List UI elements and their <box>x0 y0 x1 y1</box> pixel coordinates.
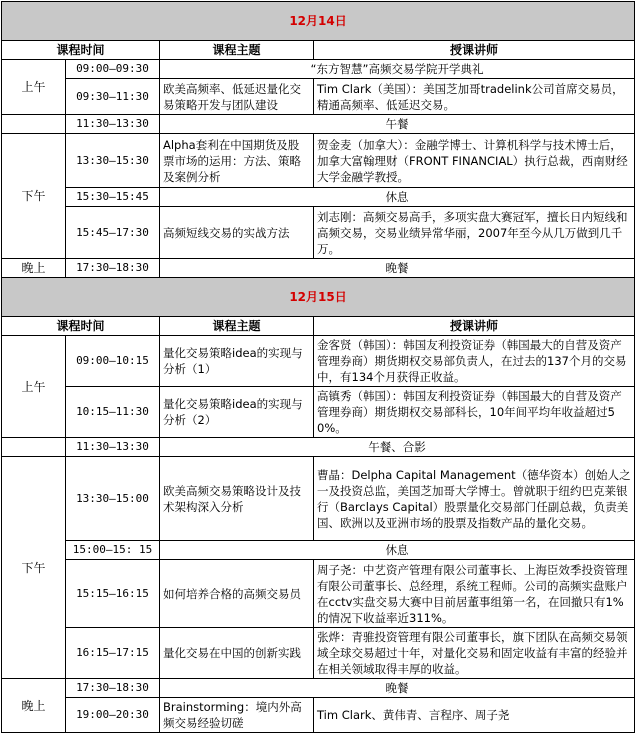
session-time: 09:00—10:15 <box>66 336 160 387</box>
column-header-row <box>2 317 635 336</box>
session-time: 11:30—13:30 <box>66 115 160 134</box>
schedule-row <box>2 679 635 698</box>
session-topic: 欧美高频率、低延迟量化交易策略开发与团队建设 <box>160 79 314 115</box>
session-time: 13:30—15:30 <box>66 134 160 188</box>
session-time: 09:30—11:30 <box>66 79 160 115</box>
schedule-row <box>2 259 635 278</box>
session-note: 午餐、合影 <box>160 438 635 457</box>
session-time: 09:00—09:30 <box>66 60 160 79</box>
period-label <box>2 115 66 134</box>
period-label: 上午 <box>2 60 66 115</box>
date-row <box>2 2 635 41</box>
session-time: 15:15—16:15 <box>66 560 160 628</box>
session-time: 15:45—17:30 <box>66 207 160 259</box>
session-note: 午餐 <box>160 115 635 134</box>
session-topic: Brainstorming：境内外高频交易经验切磋 <box>160 698 314 733</box>
session-topic: 量化交易在中国的创新实践 <box>160 628 314 679</box>
period-label: 下午 <box>2 457 66 679</box>
session-topic: Alpha套利在中国期货及股票市场的运用：方法、策略及案例分析 <box>160 134 314 188</box>
session-speaker: 曹晶：Delpha Capital Management（德华资本）创始人之一及投资总监，美国芝加哥大学博士。曾就职于纽约巴克莱银行（Barclays Capital）股票量化交易部门任副总裁，负责美国、欧洲以及亚洲市场的股票及指数产品的量化交易。 <box>314 457 635 541</box>
schedule-table <box>1 1 635 733</box>
session-time: 13:30—15:00 <box>66 457 160 541</box>
date-row <box>2 278 635 317</box>
session-topic: 如何培养合格的高频交易员 <box>160 560 314 628</box>
schedule-row <box>2 79 635 115</box>
session-time: 16:15—17:15 <box>66 628 160 679</box>
header-time: 课程时间 <box>2 41 160 60</box>
session-topic: 欧美高频交易策略设计及技术架构深入分析 <box>160 457 314 541</box>
header-speaker: 授课讲师 <box>314 317 635 336</box>
session-time: 17:30—18:30 <box>66 679 160 698</box>
session-speaker: 刘志刚：高频交易高手，多项实盘大赛冠军，擅长日内短线和高频交易，交易业绩异常华丽，2007年至今从几万做到几千万。 <box>314 207 635 259</box>
session-time: 19:00—20:30 <box>66 698 160 733</box>
header-speaker: 授课讲师 <box>314 41 635 60</box>
session-time: 10:15—11:30 <box>66 387 160 438</box>
header-time: 课程时间 <box>2 317 160 336</box>
session-note: 晚餐 <box>160 259 635 278</box>
schedule-row <box>2 207 635 259</box>
session-time: 15:00—15: 15 <box>66 541 160 560</box>
date-heading: 12月15日 <box>2 278 635 317</box>
session-note: 晚餐 <box>160 679 635 698</box>
session-note: “东方智慧”高频交易学院开学典礼 <box>160 60 635 79</box>
header-topic: 课程主题 <box>160 317 314 336</box>
period-label <box>2 438 66 457</box>
schedule-row <box>2 387 635 438</box>
session-speaker: 金客贤（韩国）：韩国友利投资证券（韩国最大的自营及资产管理券商）期货期权交易部负责人，在过去的137个月的交易中，有134个月获得正收益。 <box>314 336 635 387</box>
period-label: 上午 <box>2 336 66 438</box>
date-heading: 12月14日 <box>2 2 635 41</box>
schedule-row <box>2 115 635 134</box>
schedule-row <box>2 457 635 541</box>
schedule-row <box>2 560 635 628</box>
session-topic: 高频短线交易的实战方法 <box>160 207 314 259</box>
session-speaker: Tim Clark（美国）：美国芝加哥tradelink公司首席交易员，精通高频率、低延迟交易。 <box>314 79 635 115</box>
schedule-row <box>2 188 635 207</box>
schedule-row <box>2 438 635 457</box>
schedule-row <box>2 698 635 733</box>
session-speaker: Tim Clark、黄伟青、言程序、周子尧 <box>314 698 635 733</box>
schedule-row <box>2 336 635 387</box>
session-time: 11:30—13:30 <box>66 438 160 457</box>
session-topic: 量化交易策略idea的实现与分析（1） <box>160 336 314 387</box>
session-time: 17:30—18:30 <box>66 259 160 278</box>
header-topic: 课程主题 <box>160 41 314 60</box>
session-speaker: 贺金麦（加拿大）：金融学博士、计算机科学与技术博士后，加拿大富翰理财（FRONT FINANCIAL）执行总裁，西南财经大学金融学教授。 <box>314 134 635 188</box>
session-topic: 量化交易策略idea的实现与分析（2） <box>160 387 314 438</box>
period-label: 晚上 <box>2 259 66 278</box>
schedule-row <box>2 541 635 560</box>
schedule-row <box>2 134 635 188</box>
column-header-row <box>2 41 635 60</box>
session-speaker: 张烨：青骓投资管理有限公司董事长，旗下团队在高频交易领域全球交易超过十年，对量化交易和固定收益有丰富的经验并在相关领域取得丰厚的收益。 <box>314 628 635 679</box>
session-speaker: 高镇秀（韩国）：韩国友利投资证券（韩国最大的自营及资产管理券商）期货期权交易部科长，10年间平均年收益超过50%。 <box>314 387 635 438</box>
session-speaker: 周子尧：中艺资产管理有限公司董事长、上海臣效季投资管理有限公司董事长、总经理，系统工程师。公司的高频实盘账户在cctv实盘交易大赛中目前居董事组第一名，在回撤只有1%的情况下收益率近311%。 <box>314 560 635 628</box>
period-label: 晚上 <box>2 679 66 733</box>
session-note: 休息 <box>160 188 635 207</box>
session-note: 休息 <box>160 541 635 560</box>
schedule-row <box>2 628 635 679</box>
session-time: 15:30—15:45 <box>66 188 160 207</box>
period-label: 下午 <box>2 134 66 259</box>
schedule-row <box>2 60 635 79</box>
